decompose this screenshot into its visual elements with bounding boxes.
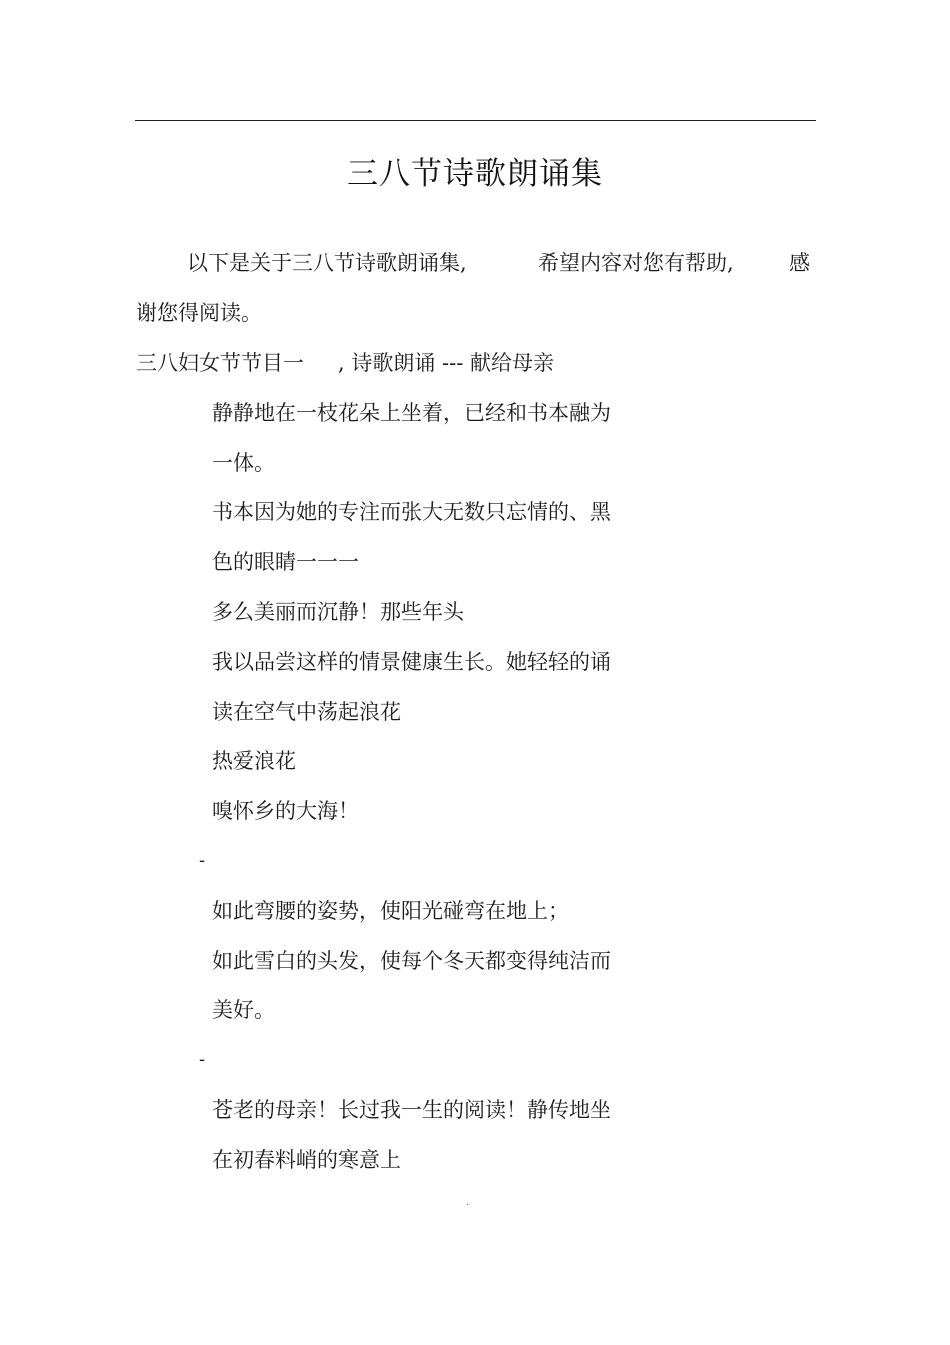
program-heading-part1: 三八妇女节节目一	[136, 351, 304, 375]
intro-text-part1: 以下是关于三八节诗歌朗诵集,	[187, 251, 467, 275]
footer-mark: .	[466, 1198, 469, 1208]
poem-line: 静静地在一枝花朵上坐着，已经和书本融为	[212, 401, 611, 425]
intro-text-part4: 谢您得阅读。	[136, 301, 262, 325]
poem-line: 一体。	[212, 451, 275, 475]
poem-line: 我以品尝这样的情景健康生长。她轻轻的诵	[212, 650, 611, 674]
poem-line: 美好。	[212, 998, 275, 1022]
program-heading-part2: , 诗歌朗诵 --- 献给母亲	[338, 351, 554, 375]
poem-line: 读在空气中荡起浪花	[212, 700, 401, 724]
poem-line: 热爱浪花	[212, 749, 296, 773]
stanza-separator: -	[199, 1049, 206, 1070]
intro-text-part2: 希望内容对您有帮助,	[538, 251, 734, 275]
poem-line: 色的眼睛一一一	[212, 550, 359, 574]
poem-line: 嗅怀乡的大海！	[212, 799, 359, 823]
poem-line: 如此雪白的头发，使每个冬天都变得纯洁而	[212, 949, 611, 973]
poem-line: 在初春料峭的寒意上	[212, 1148, 401, 1172]
poem-line: 如此弯腰的姿势，使阳光碰弯在地上；	[212, 899, 569, 923]
document-title: 三八节诗歌朗诵集	[347, 156, 603, 192]
poem-line: 苍老的母亲！长过我一生的阅读！静传地坐	[212, 1098, 611, 1122]
stanza-separator: -	[199, 850, 206, 871]
poem-line: 书本因为她的专注而张大无数只忘情的、黑	[212, 500, 611, 524]
intro-text-part3: 感	[789, 251, 810, 275]
poem-line: 多么美丽而沉静！那些年头	[212, 600, 464, 624]
header-rule	[135, 120, 816, 121]
